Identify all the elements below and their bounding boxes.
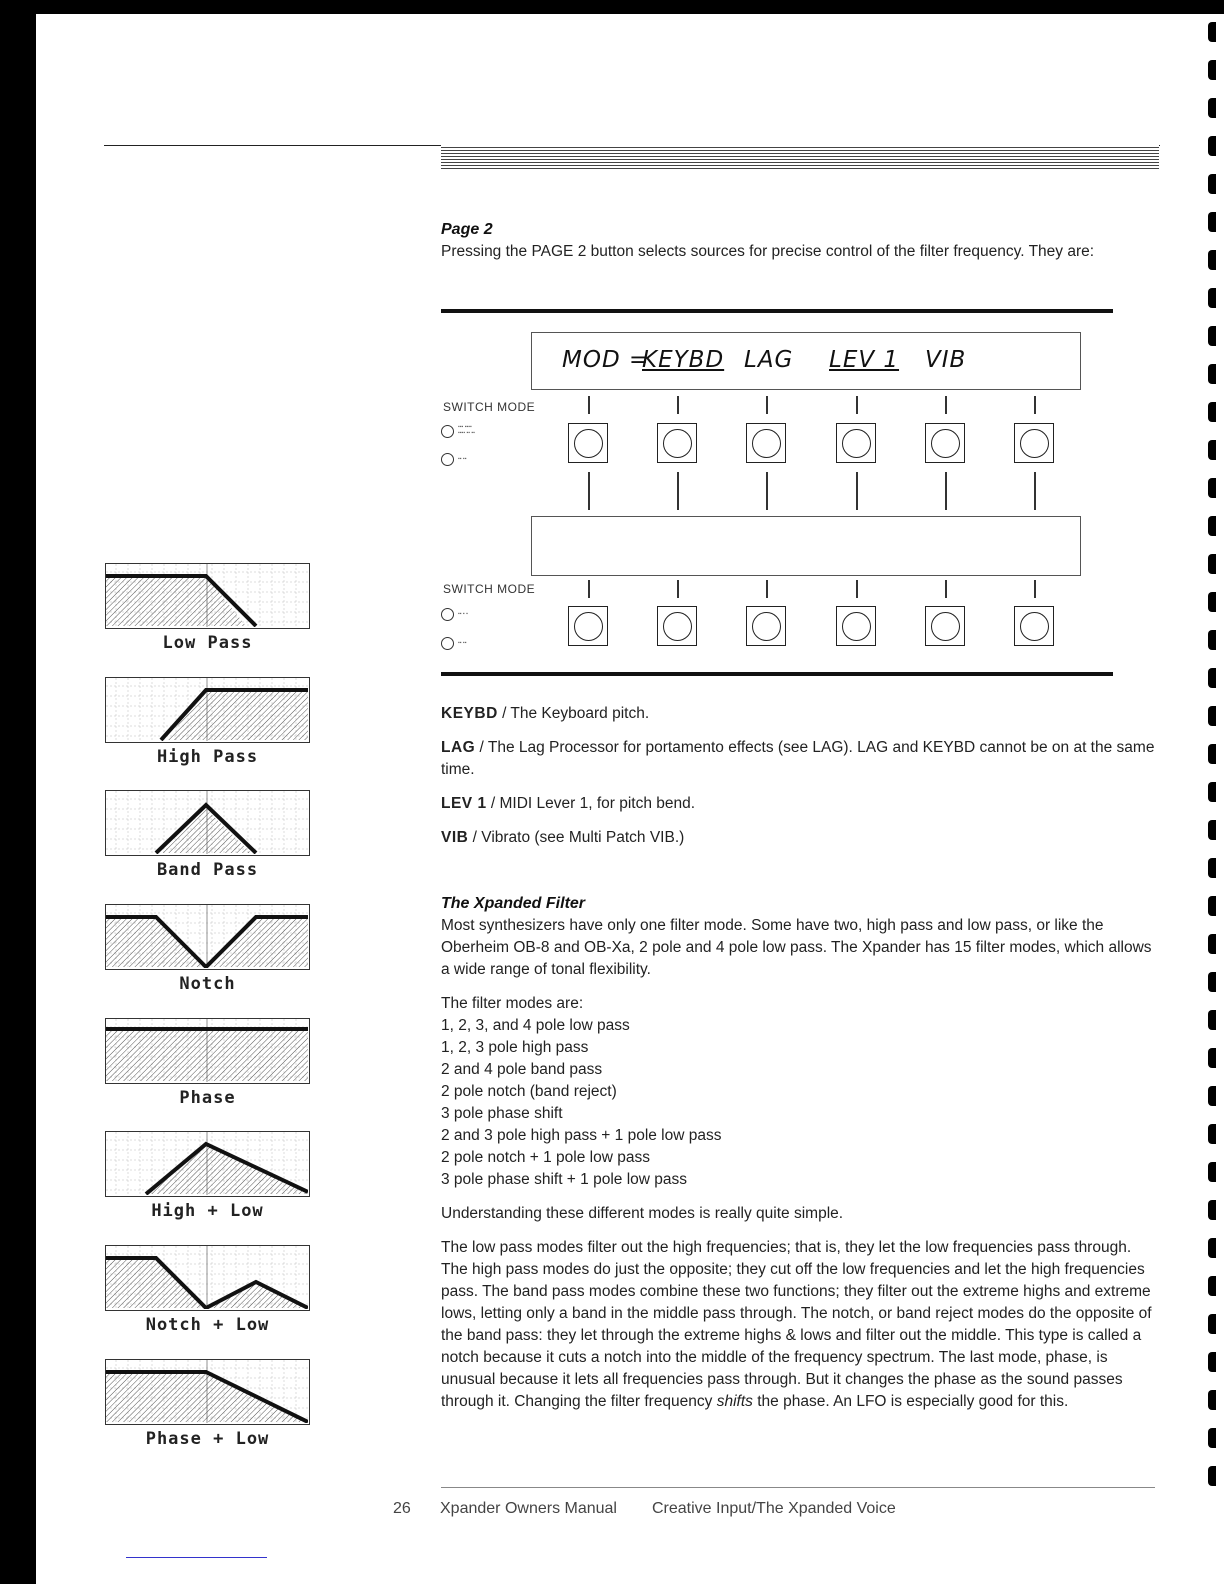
button-ring-icon — [931, 429, 960, 458]
filter-graph-notchlow — [105, 1245, 310, 1311]
panel-button[interactable] — [568, 606, 608, 646]
led-indicator — [441, 637, 454, 650]
binder-hole — [1208, 1124, 1216, 1144]
connector-line — [856, 472, 858, 510]
filter-label-lowpass: Low Pass — [162, 633, 253, 653]
lcd-keybd: KEYBD — [642, 347, 725, 373]
page2-intro: Pressing the PAGE 2 button selects sources for precise control of the filter frequency. They are: — [441, 243, 1095, 260]
modes-intro: The filter modes are: — [441, 995, 584, 1012]
binder-hole — [1208, 630, 1216, 650]
binder-hole — [1208, 22, 1216, 42]
footer-section: Creative Input/The Xpanded Voice — [652, 1500, 896, 1517]
mode-item: 2 pole notch (band reject) — [441, 1083, 617, 1100]
filter-label-phaselow: Phase + Low — [145, 1429, 270, 1449]
filter-label-notch: Notch — [179, 974, 236, 994]
button-ring-icon — [842, 429, 871, 458]
button-ring-icon — [574, 612, 603, 641]
binder-hole — [1208, 1200, 1216, 1220]
button-ring-icon — [1020, 612, 1049, 641]
binder-hole — [1208, 858, 1216, 878]
binder-hole — [1208, 972, 1216, 992]
xfilter-para1: Most synthesizers have only one filter mode. Some have two, high pass and low pass, or like the Oberheim OB-8 and OB-Xa, 2 pole and 4 pole low pass. The Xpander has 15 filter modes, which allows a wide range of tonal flexibility. — [441, 917, 1152, 978]
connector-line — [677, 580, 679, 598]
binder-hole — [1208, 1238, 1216, 1258]
button-ring-icon — [752, 429, 781, 458]
lcd-vib: VIB — [925, 347, 967, 373]
filter-graph-phaselow — [105, 1359, 310, 1425]
sources-list — [441, 703, 1161, 849]
binder-hole — [1208, 288, 1216, 308]
button-ring-icon — [842, 612, 871, 641]
connector-line — [588, 396, 590, 414]
xpanded-filter-section — [441, 893, 1161, 1413]
filter-label-notchlow: Notch + Low — [145, 1315, 270, 1335]
top-border — [0, 0, 1224, 14]
footer-rule — [441, 1487, 1155, 1488]
lcd-display-top — [531, 332, 1081, 390]
button-ring-icon — [931, 612, 960, 641]
mode-item: 2 and 3 pole high pass + 1 pole low pass — [441, 1127, 722, 1144]
binder-hole — [1208, 592, 1216, 612]
connector-line — [588, 472, 590, 510]
header-stripes — [441, 145, 1159, 169]
binder-hole — [1208, 820, 1216, 840]
filter-label-highlow: High + Low — [151, 1201, 264, 1221]
button-ring-icon — [574, 429, 603, 458]
binder-hole — [1208, 136, 1216, 156]
binder-hole — [1208, 896, 1216, 916]
mode-item: 3 pole phase shift — [441, 1105, 563, 1122]
connector-line — [677, 396, 679, 414]
connector-line — [945, 580, 947, 598]
xfilter-para3: The low pass modes filter out the high frequencies; that is, they let the low frequencies pass through. The high pass modes do just the opposite; they cut off the low frequencies and let the high frequencies pass. The band pass modes combine these two functions; they filter out the extreme highs and extreme lows, letting only a band in the middle pass through. The notch, or band reject modes do the opposite of the band pass: they let through the extreme highs & lows and filter out the middle. This type is called a notch because it cuts a notch into the middle of the frequency spectrum. The last mode, phase, is unusual because it lets all frequencies pass through. But it changes the phase as the sound passes through it. Changing the filter frequency shifts the phase. An LFO is especially good for this. — [441, 1239, 1152, 1410]
connector-line — [856, 396, 858, 414]
lcd-lag: LAG — [744, 347, 794, 373]
tiny-legend: ▪▪ ▪ ▪ — [458, 611, 468, 617]
panel-button[interactable] — [746, 606, 786, 646]
binder-hole — [1208, 174, 1216, 194]
connector-line — [766, 396, 768, 414]
panel-button[interactable] — [657, 606, 697, 646]
panel-button[interactable] — [836, 423, 876, 463]
tiny-legend: ▪▪▪ ▪▪▪▪ ▪▪▪▪ ▪▪ ▪▪ — [458, 424, 475, 436]
binder-hole — [1208, 402, 1216, 422]
modes-list — [441, 1015, 1161, 1191]
xfilter-para2: Understanding these different modes is really quite simple. — [441, 1205, 844, 1222]
filter-graph-highlow — [105, 1131, 310, 1197]
panel-bottom-rule — [441, 672, 1113, 676]
blue-mark — [126, 1557, 267, 1558]
tiny-legend: ▪▪ ▪▪ — [458, 640, 467, 646]
button-ring-icon — [663, 429, 692, 458]
panel-top-rule — [441, 309, 1113, 313]
binder-hole — [1208, 516, 1216, 536]
filter-graph-notch — [105, 904, 310, 970]
binder-hole — [1208, 1466, 1216, 1486]
binder-hole — [1208, 98, 1216, 118]
binder-hole — [1208, 554, 1216, 574]
binder-hole — [1208, 668, 1216, 688]
page2-section — [441, 219, 1161, 263]
connector-line — [588, 580, 590, 598]
lcd-display-bottom — [531, 516, 1081, 576]
led-indicator — [441, 608, 454, 621]
binder-hole — [1208, 212, 1216, 232]
panel-button[interactable] — [925, 423, 965, 463]
binder-hole — [1208, 60, 1216, 80]
connector-line — [766, 580, 768, 598]
source-lev1: LEV 1 / MIDI Lever 1, for pitch bend. — [441, 795, 696, 812]
binder-hole — [1208, 744, 1216, 764]
connector-line — [856, 580, 858, 598]
filter-label-bandpass: Band Pass — [156, 860, 259, 880]
button-ring-icon — [752, 612, 781, 641]
panel-button[interactable] — [925, 606, 965, 646]
source-keybd: KEYBD / The Keyboard pitch. — [441, 705, 650, 722]
lcd-mod: MOD = — [562, 347, 650, 373]
filter-graph-lowpass — [105, 563, 310, 629]
filter-graph-bandpass — [105, 790, 310, 856]
panel-button[interactable] — [568, 423, 608, 463]
mode-item: 2 pole notch + 1 pole low pass — [441, 1149, 650, 1166]
mode-item: 1, 2, 3, and 4 pole low pass — [441, 1017, 630, 1034]
binder-hole — [1208, 1428, 1216, 1448]
switch-mode-label-top: SWITCH MODE — [443, 400, 536, 414]
panel-button[interactable] — [746, 423, 786, 463]
filter-label-highpass: High Pass — [156, 747, 259, 767]
source-lag: LAG / The Lag Processor for portamento effects (see LAG). LAG and KEYBD cannot be on at the same time. — [441, 739, 1155, 778]
binder-holes — [1204, 22, 1218, 1504]
binder-hole — [1208, 782, 1216, 802]
panel-button[interactable] — [1014, 606, 1054, 646]
left-border — [0, 0, 36, 1584]
source-vib: VIB / Vibrato (see Multi Patch VIB.) — [441, 829, 685, 846]
binder-hole — [1208, 440, 1216, 460]
panel-button[interactable] — [657, 423, 697, 463]
binder-hole — [1208, 706, 1216, 726]
binder-hole — [1208, 1162, 1216, 1182]
panel-button[interactable] — [836, 606, 876, 646]
binder-hole — [1208, 1086, 1216, 1106]
connector-line — [766, 472, 768, 510]
mode-item: 1, 2, 3 pole high pass — [441, 1039, 589, 1056]
binder-hole — [1208, 1276, 1216, 1296]
tiny-legend: ▪▪ ▪▪ — [458, 456, 467, 462]
mode-item: 2 and 4 pole band pass — [441, 1061, 603, 1078]
connector-line — [1034, 396, 1036, 414]
switch-mode-label-bottom: SWITCH MODE — [443, 582, 536, 596]
binder-hole — [1208, 1314, 1216, 1334]
page-number: 26 — [393, 1500, 411, 1517]
binder-hole — [1208, 1048, 1216, 1068]
lcd-lev1: LEV 1 — [829, 347, 900, 373]
binder-hole — [1208, 934, 1216, 954]
binder-hole — [1208, 364, 1216, 384]
filter-label-phase: Phase — [179, 1088, 236, 1108]
binder-hole — [1208, 478, 1216, 498]
filter-graph-highpass — [105, 677, 310, 743]
filter-graph-phase — [105, 1018, 310, 1084]
led-indicator — [441, 425, 454, 438]
binder-hole — [1208, 326, 1216, 346]
button-ring-icon — [1020, 429, 1049, 458]
connector-line — [1034, 580, 1036, 598]
connector-line — [945, 396, 947, 414]
mode-item: 3 pole phase shift + 1 pole low pass — [441, 1171, 688, 1188]
footer-title: Xpander Owners Manual — [440, 1500, 617, 1517]
page2-heading: Page 2 — [441, 221, 493, 238]
led-indicator — [441, 453, 454, 466]
connector-line — [945, 472, 947, 510]
binder-hole — [1208, 1352, 1216, 1372]
xfilter-heading: The Xpanded Filter — [441, 895, 586, 912]
binder-hole — [1208, 1390, 1216, 1410]
panel-button[interactable] — [1014, 423, 1054, 463]
button-ring-icon — [663, 612, 692, 641]
binder-hole — [1208, 1010, 1216, 1030]
connector-line — [1034, 472, 1036, 510]
connector-line — [677, 472, 679, 510]
binder-hole — [1208, 250, 1216, 270]
